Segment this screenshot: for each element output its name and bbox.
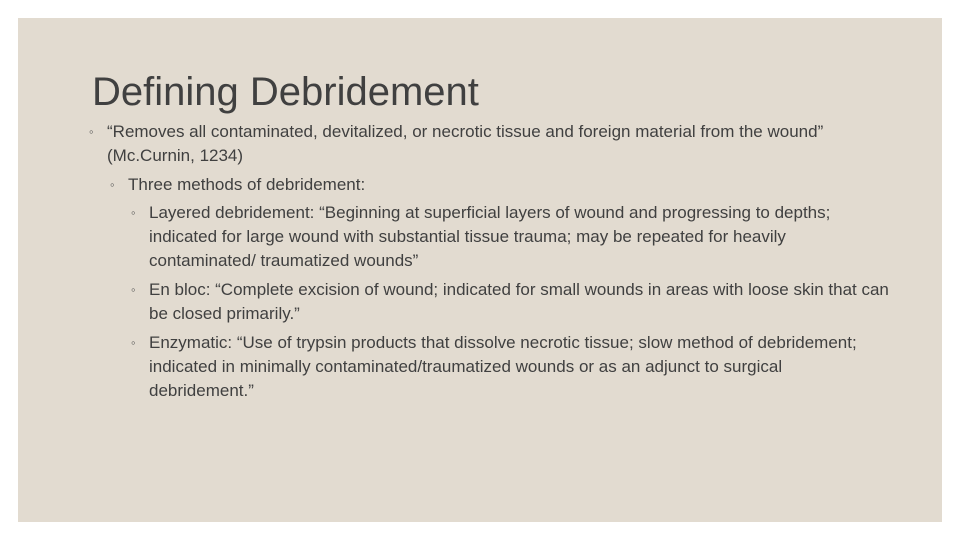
bullet-text: Three methods of debridement: [128,175,366,194]
bullet-marker: ◦ [110,177,115,192]
bullet-text: En bloc: “Complete excision of wound; indicated for small wounds in areas with loose skin that can be closed primarily.” [149,280,889,323]
bullet-item-level-3 [131,278,889,326]
bullet-item-level-3 [131,331,889,403]
bullet-marker: ◦ [89,124,94,139]
bullet-item-level-3 [131,201,889,273]
bullet-text: “Removes all contaminated, devitalized, or necrotic tissue and foreign material from the wound” (Mc.Curnin, 1234) [107,122,824,165]
bullet-item-level-2 [110,173,888,197]
bullet-marker: ◦ [131,335,136,350]
slide [18,18,942,522]
bullet-marker: ◦ [131,205,136,220]
bullet-list [18,18,942,522]
bullet-text: Layered debridement: “Beginning at superficial layers of wound and progressing to depths; indicated for large wound with substantial tissue trauma; may be repeated for heavily contaminated/ traumatized wounds” [149,203,831,270]
bullet-marker: ◦ [131,282,136,297]
bullet-text: Enzymatic: “Use of trypsin products that dissolve necrotic tissue; slow method of debridement; indicated in minimally contaminated/traumatized wounds or as an adjunct to surgical debridement.” [149,333,857,400]
slide-title: Defining Debridement [92,70,479,114]
bullet-item-level-1 [89,120,907,168]
